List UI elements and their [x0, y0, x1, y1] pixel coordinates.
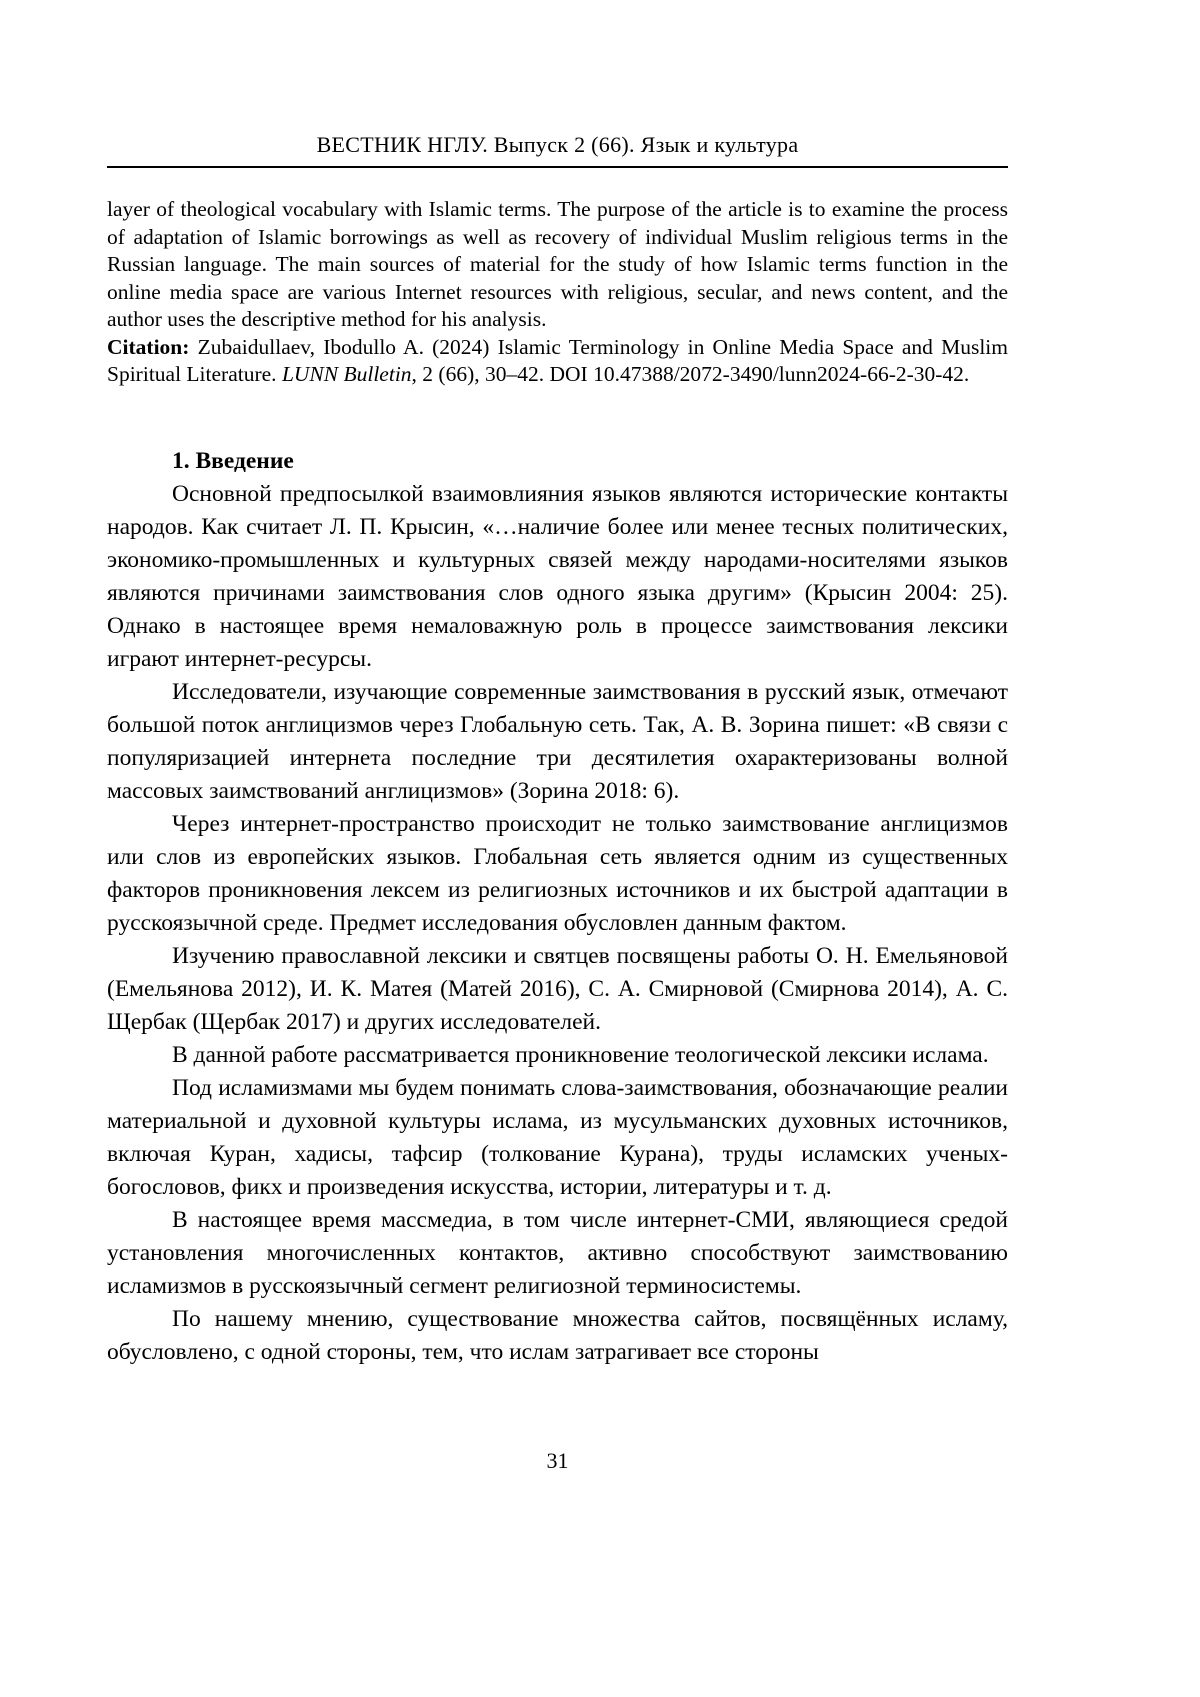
page-body: [107, 196, 1008, 1369]
body-paragraph: По нашему мнению, существование множества сайтов, посвящённых исламу, обусловлено, с одной стороны, тем, что ислам затрагивает все стороны: [107, 1305, 1008, 1365]
running-header: [107, 132, 1008, 168]
body-paragraph: Под исламизмами мы будем понимать слова-заимствования, обозначающие реалии материальной и духовной культуры ислама, из мусульманских духовных источников, включая Куран, хадисы, тафсир (толкование Курана), труды исламских ученых-богословов, фикх и произведения искусства, истории, литературы и т. д.: [107, 1074, 1008, 1200]
citation-paragraph: [107, 334, 1008, 389]
body-paragraph: Через интернет-пространство происходит не только заимствование англицизмов или слов из европейских языков. Глобальная сеть является одним из существенных факторов проникновения лексем из религиозных источников и их быстрой адаптации в русскоязычной среде. Предмет исследования обусловлен данным фактом.: [107, 810, 1008, 936]
journal-header-title: ВЕСТНИК НГЛУ. Выпуск 2 (66). Язык и культура: [316, 132, 799, 157]
abstract-continuation-paragraph: layer of theological vocabulary with Islamic terms. The purpose of the article is to examine the process of adaptation of Islamic borrowings as well as recovery of individual Muslim religious terms in the Russian language. The main sources of material for the study of how Islamic terms function in the online media space are various Internet resources with religious, secular, and news content, and the author uses the descriptive method for his analysis.: [107, 197, 1008, 331]
citation-text-after-journal: , 2 (66), 30–42. DOI 10.47388/2072-3490/lunn2024-66-2-30-42.: [411, 362, 970, 386]
body-paragraph: В настоящее время массмедиа, в том числе интернет-СМИ, являющиеся средой установления многочисленных контактов, активно способствуют заимствованию исламизмов в русскоязычный сегмент религиозной терминосистемы.: [107, 1206, 1008, 1299]
citation-text-before-journal: Zubaidullaev, Ibodullo A. (2024) Islamic Terminology in Online Media Space and Muslim Spiritual Literature.: [107, 334, 1008, 386]
body-paragraph: Исследователи, изучающие современные заимствования в русский язык, отмечают большой поток англицизмов через Глобальную сеть. Так, А. В. Зорина пишет: «В связи с популяризацией интернета последние три десятилетия охарактеризованы волной массовых заимствований англицизмов» (Зорина 2018: 6).: [107, 678, 1008, 804]
body-paragraph: Изучению православной лексики и святцев посвящены работы О. Н. Емельяновой (Емельянова 2012), И. К. Матея (Матей 2016), С. А. Смирновой (Смирнова 2014), А. С. Щербак (Щербак 2017) и других исследователей.: [107, 942, 1008, 1035]
body-paragraph: Основной предпосылкой взаимовлияния языков являются исторические контакты народов. Как считает Л. П. Крысин, «…наличие более или менее тесных политических, экономико-промышленных и культурных связей между народами-носителями языков являются причинами заимствования слов одного языка другим» (Крысин 2004: 25). Однако в настоящее время немаловажную роль в процессе заимствования лексики играют интернет-ресурсы.: [107, 480, 1008, 672]
header-divider-rule: [107, 166, 1008, 168]
citation-label: Citation:: [107, 334, 190, 359]
section-heading-introduction: 1. Введение: [172, 447, 294, 474]
page-number: 31: [546, 1448, 569, 1473]
body-paragraph: В данной работе рассматривается проникновение теологической лексики ислама.: [172, 1041, 989, 1068]
journal-name-italic: LUNN Bulletin: [281, 362, 412, 386]
